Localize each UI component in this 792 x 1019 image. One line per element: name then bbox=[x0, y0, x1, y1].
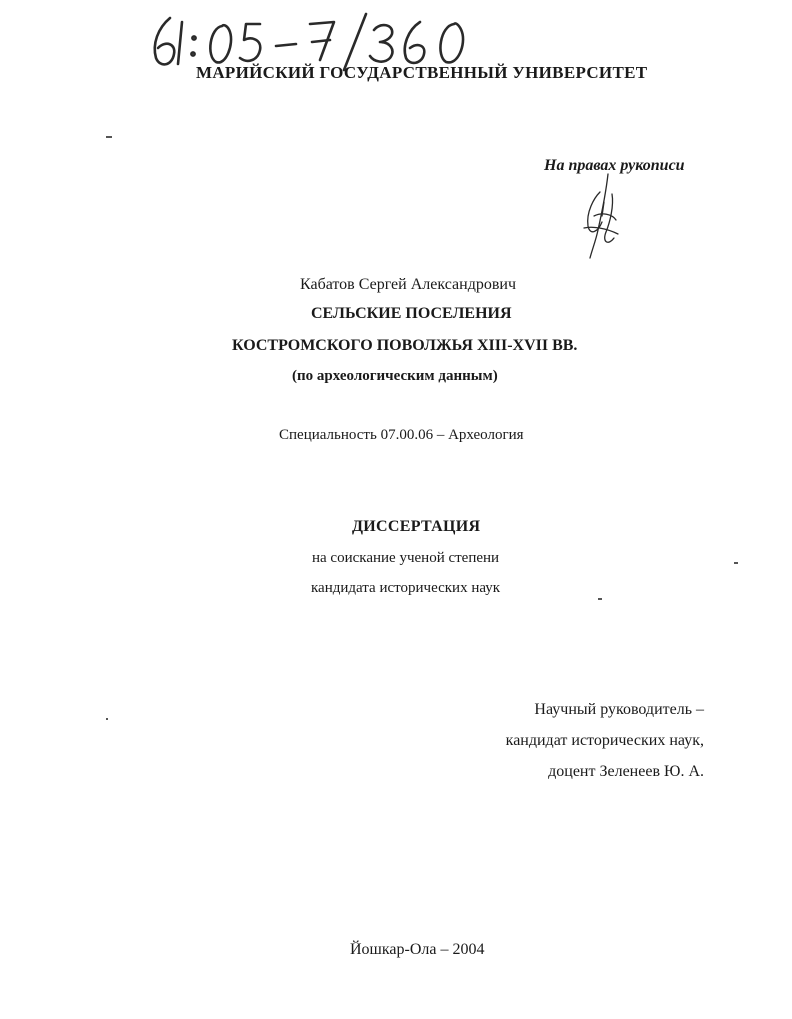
dissertation-title-line-2: КОСТРОМСКОГО ПОВОЛЖЬЯ XIII-XVII ВВ. bbox=[232, 337, 578, 354]
author-name: Кабатов Сергей Александрович bbox=[300, 276, 516, 293]
university-name: МАРИЙСКИЙ ГОСУДАРСТВЕННЫЙ УНИВЕРСИТЕТ bbox=[196, 63, 648, 82]
degree-line-1: на соискание ученой степени bbox=[312, 550, 500, 566]
manuscript-rights-label: На правах рукописи bbox=[544, 157, 685, 174]
document-type-heading: ДИССЕРТАЦИЯ bbox=[352, 518, 481, 535]
scan-speck bbox=[598, 598, 602, 600]
degree-line-2: кандидата исторических наук bbox=[311, 580, 501, 596]
handwritten-signature bbox=[572, 172, 632, 260]
scan-speck bbox=[106, 718, 108, 720]
city-and-year: Йошкар-Ола – 2004 bbox=[350, 941, 485, 958]
dissertation-title-line-1: СЕЛЬСКИЕ ПОСЕЛЕНИЯ bbox=[311, 305, 512, 322]
supervisor-line-1: Научный руководитель – bbox=[534, 701, 704, 718]
scan-speck bbox=[106, 136, 112, 138]
supervisor-line-3: доцент Зеленеев Ю. А. bbox=[548, 763, 704, 780]
scan-speck bbox=[734, 562, 738, 564]
dissertation-subtitle: (по археологическим данным) bbox=[292, 368, 498, 384]
supervisor-line-2: кандидат исторических наук, bbox=[505, 732, 704, 749]
specialty-line: Специальность 07.00.06 – Археология bbox=[279, 427, 524, 443]
